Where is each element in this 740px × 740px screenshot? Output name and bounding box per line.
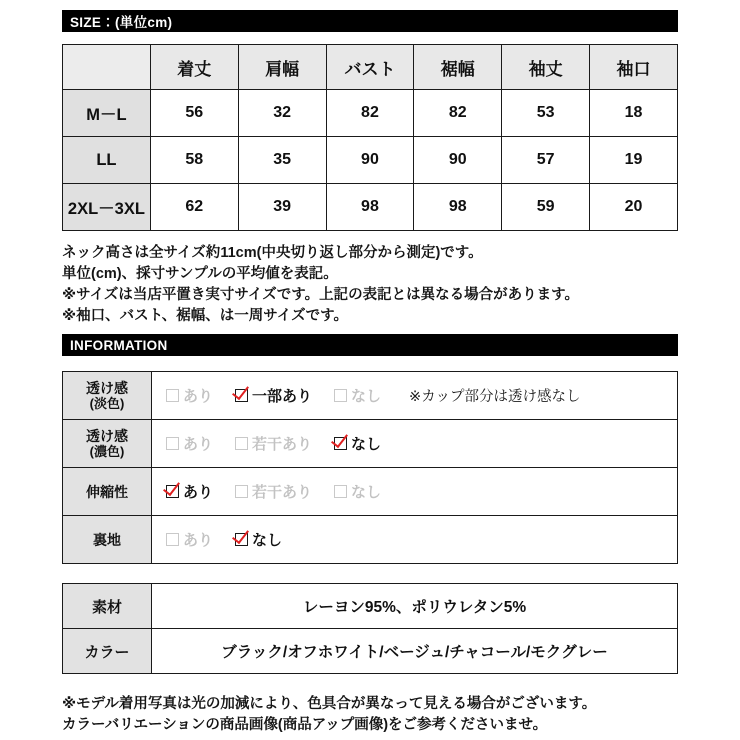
checkbox-checked-icon[interactable] [235,389,248,402]
size-table-corner-cell [63,45,151,90]
info-row-label-main: 透け感 [86,427,128,444]
size-cell-value: 32 [238,90,326,137]
info-row-label-lining [63,516,152,564]
size-column-header-kitake: 着丈 [150,45,238,90]
checkbox-option[interactable] [334,481,381,502]
size-section-header [62,10,678,32]
checkbox-group [166,481,677,502]
checkbox-label: 一部あり [252,388,313,405]
table-row [63,372,678,420]
bottom-note-line: ※モデル着用写真は光の加減により、色具合が異なって見える場合がございます。 [62,696,597,712]
checkbox-option[interactable] [235,481,312,502]
color-row-value: ブラック/オフホワイト/ベージュ/チャコール/モクグレー [152,629,678,674]
size-cell-value: 62 [150,184,238,231]
checkbox-label: あり [183,388,214,405]
checkbox-label: なし [351,484,382,501]
table-row [63,468,678,516]
checkbox-group [166,433,677,454]
size-note-line: ※袖口、バスト、裾幅、は一周サイズです。 [62,308,348,324]
material-table [62,583,678,674]
size-column-header-katahaba: 肩幅 [238,45,326,90]
table-row [63,516,678,564]
checkbox-label: なし [351,436,382,453]
checkbox-group [166,529,677,550]
checkbox-option[interactable] [166,385,213,406]
checkbox-option[interactable] [334,433,381,454]
info-row-options-sheer-dark [152,420,678,468]
checkbox-unchecked-icon[interactable] [235,485,248,498]
info-row-label-sheer-dark [63,420,152,468]
checkbox-option[interactable] [235,529,282,550]
checkbox-option[interactable] [166,481,213,502]
size-notes-block [62,243,722,327]
size-cell-value: 98 [414,184,502,231]
size-cell-value: 20 [590,184,678,231]
size-row-label: 2XL－3XL [63,184,151,231]
information-section-title: INFORMATION [70,337,168,353]
checkbox-unchecked-icon[interactable] [166,389,179,402]
size-section-title: SIZE：(単位cm) [70,15,173,30]
table-row [63,584,678,629]
checkbox-option[interactable] [235,433,312,454]
table-row [63,90,678,137]
size-cell-value: 98 [326,184,414,231]
checkbox-option[interactable] [166,529,213,550]
size-cell-value: 59 [502,184,590,231]
info-row-label-sub: (淡色) [89,395,125,411]
checkbox-unchecked-icon[interactable] [166,533,179,546]
info-row-label-stretch [63,468,152,516]
size-cell-value: 39 [238,184,326,231]
size-cell-value: 82 [414,90,502,137]
table-row [63,184,678,231]
size-row-label: M－L [63,90,151,137]
checkbox-unchecked-icon[interactable] [235,437,248,450]
size-column-header-sodeguchi: 袖口 [590,45,678,90]
checkbox-unchecked-icon[interactable] [166,437,179,450]
bottom-note-line: カラーバリエーションの商品画像(商品アップ画像)をご参考くださいませ。 [62,717,548,733]
size-column-header-sodetake: 袖丈 [502,45,590,90]
info-row-options-stretch [152,468,678,516]
material-row-value: レーヨン95%、ポリウレタン5% [152,584,678,629]
size-cell-value: 57 [502,137,590,184]
info-row-options-sheer-light [152,372,678,420]
checkbox-option[interactable] [334,385,381,406]
info-row-note: ※カップ部分は透け感なし [409,389,581,405]
size-cell-value: 82 [326,90,414,137]
checkbox-option[interactable] [166,433,213,454]
info-row-label-main: 伸縮性 [86,483,128,500]
checkbox-label: あり [183,484,214,501]
table-row [63,629,678,674]
checkbox-label: なし [252,532,283,549]
material-table-body [63,584,678,674]
size-column-header-susohaba: 裾幅 [414,45,502,90]
size-cell-value: 58 [150,137,238,184]
checkbox-label: あり [183,532,214,549]
size-note-line: ※サイズは当店平置き実寸サイズです。上記の表記とは異なる場合があります。 [62,287,579,303]
size-cell-value: 53 [502,90,590,137]
checkbox-checked-icon[interactable] [334,437,347,450]
size-row-label: LL [63,137,151,184]
checkbox-checked-icon[interactable] [235,533,248,546]
checkbox-label: 若干あり [252,484,313,501]
info-row-label-sheer-light [63,372,152,420]
size-note-line: ネック高さは全サイズ約11cm(中央切り返し部分から測定)です。 [62,245,483,261]
size-cell-value: 19 [590,137,678,184]
size-cell-value: 35 [238,137,326,184]
checkbox-group [166,385,677,406]
size-table-body [63,90,678,231]
size-note-line: 単位(cm)、採寸サンプルの平均値を表記。 [62,266,338,282]
size-cell-value: 18 [590,90,678,137]
information-table-body [63,372,678,564]
table-row [63,137,678,184]
information-section-header [62,334,678,356]
checkbox-unchecked-icon[interactable] [334,485,347,498]
checkbox-label: なし [351,388,382,405]
information-table [62,371,678,564]
size-cell-value: 56 [150,90,238,137]
checkbox-option[interactable] [235,385,312,406]
checkbox-checked-icon[interactable] [166,485,179,498]
size-column-header-bust: バスト [326,45,414,90]
info-row-label-main: 透け感 [86,379,128,396]
material-row-label: 素材 [63,584,152,629]
info-row-label-main: 裏地 [93,531,121,548]
info-row-options-lining [152,516,678,564]
checkbox-label: 若干あり [252,436,313,453]
size-cell-value: 90 [414,137,502,184]
bottom-notes-block [62,694,722,736]
size-cell-value: 90 [326,137,414,184]
checkbox-label: あり [183,436,214,453]
size-table [62,44,678,231]
info-row-label-sub: (濃色) [89,443,125,459]
size-table-head [63,45,678,90]
size-table-header-row [63,45,678,90]
checkbox-unchecked-icon[interactable] [334,389,347,402]
table-row [63,420,678,468]
color-row-label: カラー [63,629,152,674]
